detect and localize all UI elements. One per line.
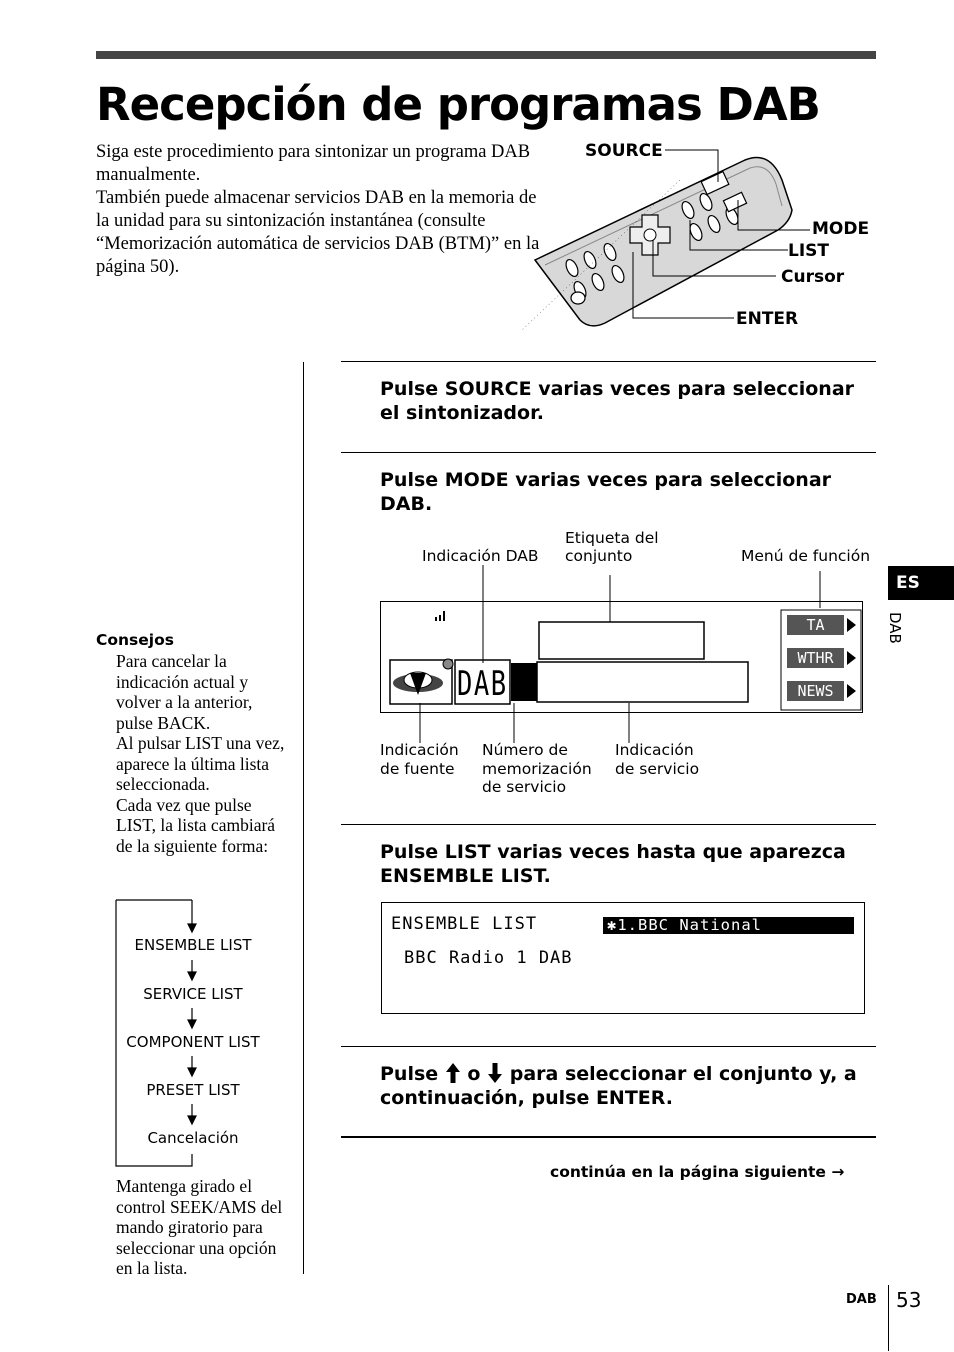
label-preset-2: memorización (482, 760, 592, 778)
label-service-2: de servicio (615, 760, 700, 778)
intro-paragraph-2: También puede almacenar servicios DAB en la memoria de la unidad para su sintonización instantánea (consulte “Memorización automática de servicios DAB (BTM)” en la página 50). (96, 188, 540, 277)
step-4 (380, 1062, 875, 1110)
step-4-pre: Pulse (380, 1063, 439, 1085)
remote-label-cursor: Cursor (781, 267, 845, 287)
language-tab (888, 566, 954, 600)
ensemble-list-heading: ENSEMBLE LIST (391, 914, 538, 934)
column-divider (303, 362, 304, 1274)
ensemble-list-line2: BBC Radio 1 DAB (404, 948, 573, 968)
label-source-2: de fuente (380, 760, 455, 778)
step-3: Pulse LIST varias veces hasta que aparezca ENSEMBLE LIST. (380, 841, 846, 887)
step-2: Pulse MODE varias veces para seleccionar DAB. (380, 469, 832, 515)
triangle-right-icon (847, 684, 856, 698)
triangle-right-icon (847, 618, 856, 632)
label-ensemble-1: Etiqueta del (565, 529, 659, 547)
remote-label-enter: ENTER (736, 309, 799, 329)
arrow-up-icon (445, 1062, 461, 1084)
intro-text (96, 141, 546, 279)
flow-preset-list: PRESET LIST (146, 1081, 240, 1099)
flow-component-list: COMPONENT LIST (126, 1033, 260, 1051)
function-menu-item (787, 648, 855, 669)
menu-item-ta: TA (787, 615, 844, 635)
tips-text (116, 651, 286, 856)
continue-note: continúa en la página siguiente → (550, 1163, 845, 1181)
label-service-1: Indicación (615, 741, 694, 759)
step-divider (341, 824, 876, 825)
side-section-label: DAB (886, 612, 904, 644)
tip-2: Al pulsar LIST una vez, aparece la última lista seleccionada. (116, 733, 285, 794)
flow-cancel: Cancelación (147, 1129, 239, 1147)
label-preset-1: Número de (482, 741, 568, 759)
tip-4: Mantenga girado el control SEEK/AMS del mando giratorio para seleccionar una opción en la lista. (116, 1176, 283, 1278)
language-tab-label: ES (896, 573, 920, 593)
step-4-post: para seleccionar el conjunto y, a continuación, pulse ENTER. (380, 1063, 857, 1109)
intro-paragraph-1: Siga este procedimiento para sintonizar un programa DAB manualmente. (96, 142, 531, 185)
remote-control-illustration (520, 140, 820, 335)
flow-ensemble-list: ENSEMBLE LIST (134, 936, 252, 954)
function-menu-item (787, 681, 855, 702)
flow-service-list: SERVICE LIST (143, 985, 243, 1003)
step-divider (341, 452, 876, 453)
menu-item-news: NEWS (787, 681, 844, 701)
remote-label-source: SOURCE (585, 141, 663, 161)
step-divider (341, 1046, 876, 1047)
tips-title: Consejos (96, 631, 174, 649)
menu-item-wthr: WTHR (787, 648, 844, 668)
step-divider (341, 361, 876, 362)
page-number: 53 (896, 1288, 922, 1312)
top-rule (96, 51, 876, 59)
section-end-rule (341, 1136, 876, 1138)
label-dab-indication: Indicación DAB (422, 547, 539, 565)
lcd-dab-text: DAB (457, 664, 508, 704)
label-function-menu: Menú de función (741, 547, 871, 565)
label-ensemble-2: conjunto (565, 547, 633, 565)
label-preset-3: de servicio (482, 778, 567, 796)
arrow-down-icon (487, 1062, 503, 1084)
label-source-1: Indicación (380, 741, 459, 759)
tip-1: Para cancelar la indicación actual y volver a la anterior, pulse BACK. (116, 651, 253, 733)
tip-3: Cada vez que pulse LIST, la lista cambiará de la siguiente forma: (116, 794, 276, 856)
function-menu-item (787, 615, 855, 636)
triangle-right-icon (847, 651, 856, 665)
footer-rule (888, 1285, 889, 1351)
step-1: Pulse SOURCE varias veces para seleccionar el sintonizador. (380, 378, 855, 424)
remote-label-mode: MODE (812, 219, 870, 239)
ensemble-selected-item: ✱1.BBC National (603, 917, 854, 934)
footer-section: DAB (846, 1292, 877, 1307)
remote-label-list: LIST (788, 241, 829, 261)
step-4-mid: o (467, 1063, 481, 1085)
page-title: Recepción de programas DAB (96, 78, 820, 131)
function-menu (787, 615, 855, 702)
